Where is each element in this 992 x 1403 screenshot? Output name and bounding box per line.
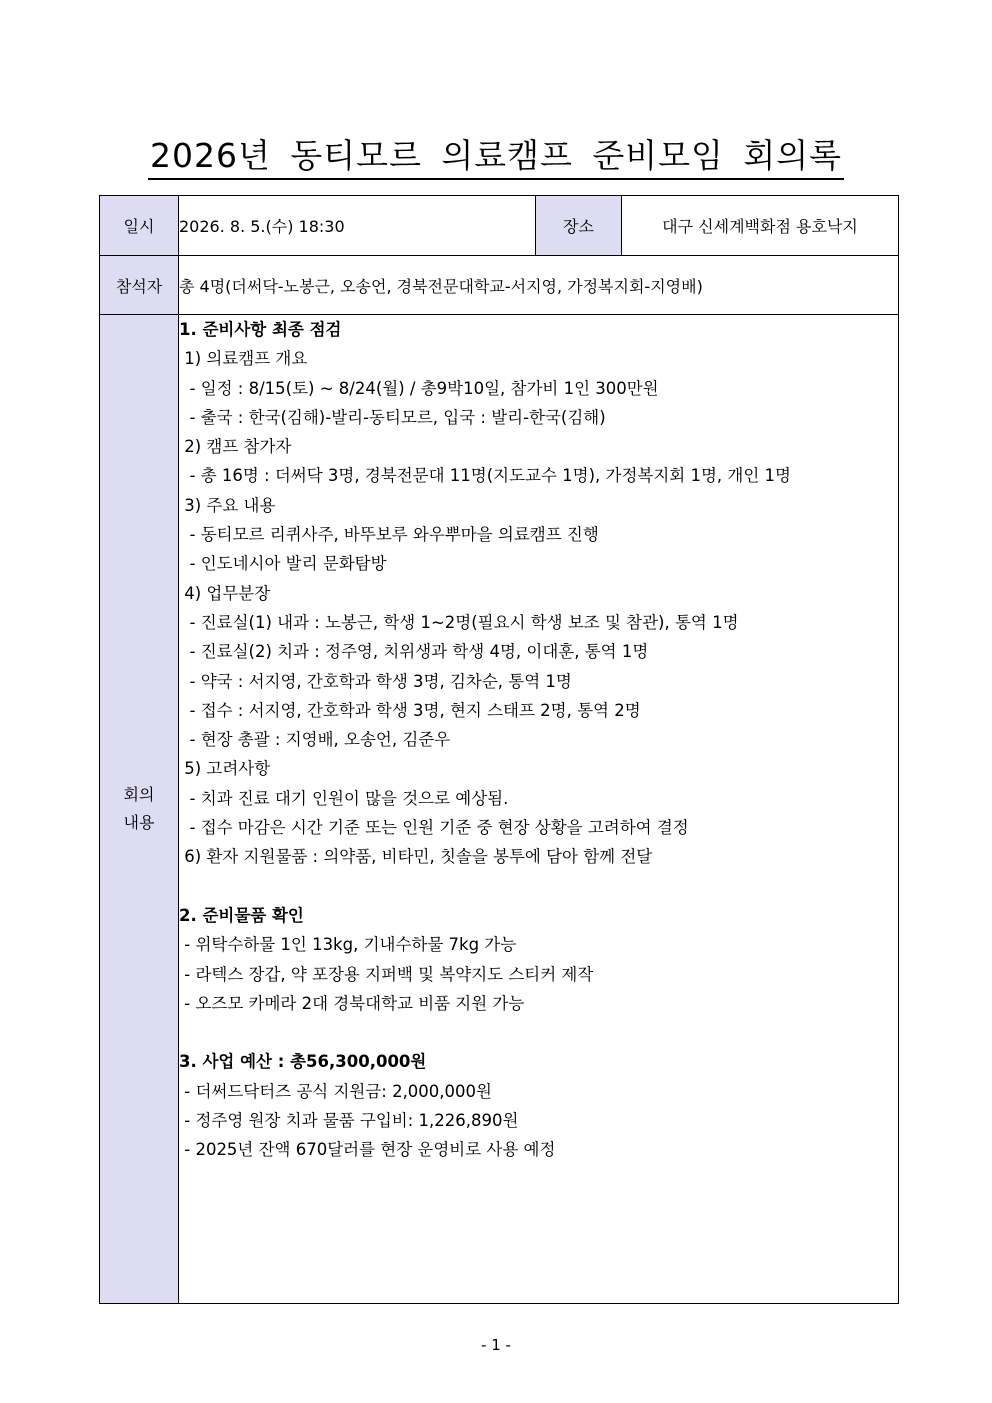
attendees-value: 총 4명(더써닥-노봉근, 오송언, 경북전문대학교-서지영, 가정복지회-지영배) <box>179 256 899 315</box>
attendees-row <box>100 256 899 315</box>
content-line: 6) 환자 지원물품 : 의약품, 비타민, 칫솔을 봉투에 담아 함께 전달 <box>179 847 653 867</box>
attendees-label: 참석자 <box>100 256 179 315</box>
content-line: - 인도네시아 발리 문화탐방 <box>179 554 387 574</box>
content-line: - 접수 마감은 시간 기준 또는 인원 기준 중 현장 상황을 고려하여 결정 <box>179 818 689 838</box>
section-heading: 1. 준비사항 최종 점검 <box>179 320 342 339</box>
section-heading: 3. 사업 예산 : 총56,300,000원 <box>179 1052 427 1072</box>
content-line: - 정주영 원장 치과 물품 구입비: 1,226,890원 <box>179 1111 519 1131</box>
content-line: - 진료실(1) 내과 : 노봉근, 학생 1~2명(필요시 학생 보조 및 참관), 통역 1명 <box>179 612 739 632</box>
content-line: 5) 고려사항 <box>179 759 271 779</box>
content-label <box>100 315 179 1304</box>
blank-line <box>179 872 898 901</box>
date-value: 2026. 8. 5.(수) 18:30 <box>179 196 536 256</box>
section-heading: 2. 준비물품 확인 <box>179 905 304 925</box>
content-line: 4) 업무분장 <box>179 583 271 603</box>
content-line: - 위탁수하물 1인 13kg, 기내수하물 7kg 가능 <box>179 935 517 955</box>
content-row <box>100 315 899 1304</box>
content-line: - 2025년 잔액 670달러를 현장 운영비로 사용 예정 <box>179 1140 556 1160</box>
content-label-line-2: 내용 <box>123 813 155 832</box>
document-title: 2026년 동티모르 의료캠프 준비모임 회의록 <box>148 136 844 180</box>
content-line: - 출국 : 한국(김해)-발리-동티모르, 입국 : 발리-한국(김해) <box>179 407 606 427</box>
content-body <box>179 315 899 1304</box>
content-label-line-1: 회의 <box>123 785 155 804</box>
date-label: 일시 <box>100 196 179 256</box>
content-line: 1) 의료캠프 개요 <box>179 349 308 369</box>
content-line: - 오즈모 카메라 2대 경북대학교 비품 지원 가능 <box>179 993 525 1013</box>
content-lines <box>179 315 898 1165</box>
place-label: 장소 <box>536 196 622 256</box>
content-line: - 치과 진료 대기 인원이 많을 것으로 예상됨. <box>179 788 509 808</box>
content-line: - 접수 : 서지영, 간호학과 학생 3명, 현지 스태프 2명, 통역 2명 <box>179 700 641 720</box>
content-line: - 약국 : 서지영, 간호학과 학생 3명, 김차순, 통역 1명 <box>179 671 572 691</box>
content-line: 2) 캠프 참가자 <box>179 437 292 457</box>
content-line: - 현장 총괄 : 지영배, 오송언, 김준우 <box>179 730 451 750</box>
content-line: - 더써드닥터즈 공식 지원금: 2,000,000원 <box>179 1081 492 1101</box>
place-value: 대구 신세계백화점 용호낙지 <box>622 196 899 256</box>
blank-line <box>179 1018 898 1047</box>
page-number: - 1 - <box>481 1336 511 1354</box>
date-row <box>100 196 899 256</box>
content-line: - 동티모르 리퀴사주, 바뚜보루 와우뿌마을 의료캠프 진행 <box>179 525 599 545</box>
minutes-table <box>99 195 899 1304</box>
title-container <box>0 136 992 180</box>
content-line: - 일정 : 8/15(토) ~ 8/24(월) / 총9박10일, 참가비 1인 300만원 <box>179 378 659 398</box>
content-line: 3) 주요 내용 <box>179 495 276 515</box>
content-line: - 진료실(2) 치과 : 정주영, 치위생과 학생 4명, 이대훈, 통역 1명 <box>179 642 649 662</box>
content-line: - 라텍스 장갑, 약 포장용 지퍼백 및 복약지도 스티커 제작 <box>179 964 594 984</box>
content-line: - 총 16명 : 더써닥 3명, 경북전문대 11명(지도교수 1명), 가정복지회 1명, 개인 1명 <box>179 466 791 486</box>
